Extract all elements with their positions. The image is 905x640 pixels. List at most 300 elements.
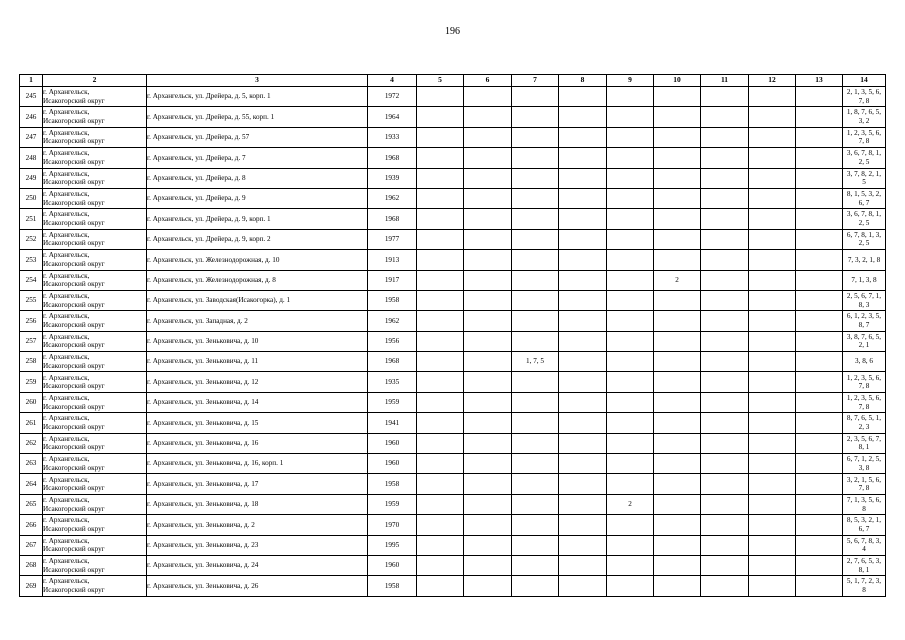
- column-10-cell: [654, 494, 701, 514]
- table-row: [20, 555, 886, 575]
- municipality-cell: [43, 392, 147, 412]
- address-cell: г. Архангельск, ул. Дрейера, д. 7: [147, 148, 368, 168]
- column-14-line-1: 3, 8, 7, 6, 5,: [846, 332, 882, 341]
- column-11-cell: [701, 474, 749, 494]
- address-cell: г. Архангельск, ул. Зеньковича, д. 12: [147, 372, 368, 392]
- column-14-line-2: 8: [862, 586, 866, 595]
- column-6-cell: [464, 331, 512, 351]
- table-body: [20, 87, 886, 597]
- column-10-cell: [654, 209, 701, 229]
- column-12-cell: [749, 290, 796, 310]
- column-11-cell: [701, 454, 749, 474]
- column-13-cell: [796, 290, 843, 310]
- column-5-cell: [417, 555, 464, 575]
- column-14-line-1: 3, 6, 7, 8, 1,: [846, 149, 882, 158]
- column-8-cell: [559, 107, 607, 127]
- municipality-cell: [43, 535, 147, 555]
- municipality-city: г. Архангельск,: [43, 577, 90, 586]
- column-6-cell: [464, 535, 512, 555]
- column-11-cell: [701, 433, 749, 453]
- column-9-cell: [607, 290, 654, 310]
- row-number-cell: 265: [20, 494, 43, 514]
- column-13-cell: [796, 352, 843, 372]
- table-row: [20, 209, 886, 229]
- column-6-cell: [464, 168, 512, 188]
- address-cell: г. Архангельск, ул. Железнодорожная, д. 10: [147, 250, 368, 270]
- municipality-cell: [43, 127, 147, 147]
- column-9-cell: [607, 127, 654, 147]
- municipality-cell: [43, 270, 147, 290]
- column-7-cell: [512, 229, 559, 249]
- column-header-10: 10: [654, 75, 701, 87]
- column-5-cell: [417, 127, 464, 147]
- row-number-cell: 267: [20, 535, 43, 555]
- column-8-cell: [559, 250, 607, 270]
- municipality-city: г. Архангельск,: [43, 271, 90, 280]
- column-7-cell: [512, 454, 559, 474]
- table-row: [20, 188, 886, 208]
- column-10-cell: [654, 127, 701, 147]
- municipality-city: г. Архангельск,: [43, 210, 90, 219]
- municipality-city: г. Архангельск,: [43, 312, 90, 321]
- column-10-cell: [654, 413, 701, 433]
- column-7-cell: [512, 87, 559, 107]
- year-cell: 1959: [368, 494, 417, 514]
- column-11-cell: [701, 107, 749, 127]
- column-10-cell: [654, 87, 701, 107]
- column-5-cell: [417, 474, 464, 494]
- year-cell: 1958: [368, 576, 417, 596]
- table-row: [20, 535, 886, 555]
- column-6-cell: [464, 290, 512, 310]
- municipality-district: Исакогорский округ: [43, 96, 105, 105]
- column-14-cell: [843, 290, 886, 310]
- column-14-line-2: 5: [862, 178, 866, 187]
- column-12-cell: [749, 372, 796, 392]
- municipality-district: Исакогорский округ: [43, 300, 105, 309]
- municipality-cell: [43, 290, 147, 310]
- row-number-cell: 248: [20, 148, 43, 168]
- column-14-line-1: 1, 2, 3, 5, 6,: [846, 373, 882, 382]
- column-14-cell: [843, 270, 886, 290]
- column-14-line-1: 6, 1, 2, 3, 5,: [846, 312, 882, 321]
- column-14-cell: [843, 494, 886, 514]
- column-7-cell: [512, 515, 559, 535]
- table-row: [20, 474, 886, 494]
- column-14-line-1: 1, 8, 7, 6, 5,: [846, 108, 882, 117]
- column-header-11: 11: [701, 75, 749, 87]
- column-6-cell: [464, 188, 512, 208]
- column-5-cell: [417, 290, 464, 310]
- column-14-line-2: 2, 1: [858, 341, 870, 350]
- year-cell: 1968: [368, 352, 417, 372]
- municipality-cell: [43, 331, 147, 351]
- column-14-cell: [843, 148, 886, 168]
- address-cell: г. Архангельск, ул. Зеньковича, д. 11: [147, 352, 368, 372]
- column-5-cell: [417, 229, 464, 249]
- column-7-cell: [512, 535, 559, 555]
- column-12-cell: [749, 494, 796, 514]
- column-7-cell: [512, 311, 559, 331]
- column-8-cell: [559, 270, 607, 290]
- row-number-cell: 246: [20, 107, 43, 127]
- column-10-cell: [654, 311, 701, 331]
- column-14-line-1: 3, 6, 7, 8, 1,: [846, 210, 882, 219]
- column-9-cell: [607, 87, 654, 107]
- column-header-1: 1: [20, 75, 43, 87]
- column-6-cell: [464, 87, 512, 107]
- municipality-city: г. Архангельск,: [43, 475, 90, 484]
- address-cell: г. Архангельск, ул. Зеньковича, д. 16, корп. 1: [147, 454, 368, 474]
- address-cell: г. Архангельск, ул. Железнодорожная, д. 8: [147, 270, 368, 290]
- column-12-cell: [749, 127, 796, 147]
- column-9-cell: [607, 229, 654, 249]
- table-row: [20, 168, 886, 188]
- municipality-cell: [43, 250, 147, 270]
- column-8-cell: [559, 209, 607, 229]
- column-5-cell: [417, 433, 464, 453]
- column-14-line-2: 7, 8: [858, 484, 870, 493]
- column-13-cell: [796, 454, 843, 474]
- column-9-cell: [607, 392, 654, 412]
- column-14-cell: [843, 250, 886, 270]
- municipality-district: Исакогорский округ: [43, 320, 105, 329]
- column-13-cell: [796, 372, 843, 392]
- column-13-cell: [796, 474, 843, 494]
- column-13-cell: [796, 127, 843, 147]
- municipality-city: г. Архангельск,: [43, 393, 90, 402]
- municipality-district: Исакогорский округ: [43, 422, 105, 431]
- column-12-cell: [749, 392, 796, 412]
- address-cell: г. Архангельск, ул. Дрейера, д. 5, корп. 1: [147, 87, 368, 107]
- municipality-district: Исакогорский округ: [43, 504, 105, 513]
- municipality-district: Исакогорский округ: [43, 565, 105, 574]
- municipality-cell: [43, 555, 147, 575]
- column-8-cell: [559, 576, 607, 596]
- address-cell: г. Архангельск, ул. Зеньковича, д. 14: [147, 392, 368, 412]
- table-row: [20, 331, 886, 351]
- column-12-cell: [749, 454, 796, 474]
- column-9-cell: [607, 454, 654, 474]
- column-10-cell: [654, 290, 701, 310]
- address-cell: г. Архангельск, ул. Зеньковича, д. 24: [147, 555, 368, 575]
- column-6-cell: [464, 107, 512, 127]
- municipality-city: г. Архангельск,: [43, 190, 90, 199]
- column-14-line-1: 2, 3, 5, 6, 7,: [846, 434, 882, 443]
- address-cell: г. Архангельск, ул. Дрейера, д. 57: [147, 127, 368, 147]
- municipality-cell: [43, 148, 147, 168]
- column-header-5: 5: [417, 75, 464, 87]
- municipality-district: Исакогорский округ: [43, 545, 105, 554]
- column-8-cell: [559, 148, 607, 168]
- column-6-cell: [464, 352, 512, 372]
- table-row: [20, 454, 886, 474]
- table-row: [20, 127, 886, 147]
- column-8-cell: [559, 87, 607, 107]
- column-11-cell: [701, 250, 749, 270]
- row-number-cell: 268: [20, 555, 43, 575]
- municipality-cell: [43, 494, 147, 514]
- column-header-13: 13: [796, 75, 843, 87]
- column-8-cell: [559, 311, 607, 331]
- column-14-line-2: 7, 8: [858, 96, 870, 105]
- column-14-cell: [843, 372, 886, 392]
- column-9-cell: [607, 413, 654, 433]
- column-10-cell: [654, 433, 701, 453]
- municipality-cell: [43, 474, 147, 494]
- column-9-cell: [607, 515, 654, 535]
- column-5-cell: [417, 209, 464, 229]
- column-11-cell: [701, 209, 749, 229]
- address-cell: г. Архангельск, ул. Зеньковича, д. 18: [147, 494, 368, 514]
- municipality-city: г. Архангельск,: [43, 373, 90, 382]
- column-5-cell: [417, 494, 464, 514]
- column-7-cell: [512, 474, 559, 494]
- column-9-cell: [607, 311, 654, 331]
- column-13-cell: [796, 229, 843, 249]
- column-12-cell: [749, 535, 796, 555]
- municipality-cell: [43, 209, 147, 229]
- column-header-6: 6: [464, 75, 512, 87]
- row-number-cell: 258: [20, 352, 43, 372]
- column-8-cell: [559, 127, 607, 147]
- address-cell: г. Архангельск, ул. Зеньковича, д. 10: [147, 331, 368, 351]
- municipality-district: Исакогорский округ: [43, 239, 105, 248]
- year-cell: 1977: [368, 229, 417, 249]
- column-5-cell: [417, 413, 464, 433]
- column-9-cell: [607, 372, 654, 392]
- column-header-4: 4: [368, 75, 417, 87]
- year-cell: 1968: [368, 148, 417, 168]
- address-cell: г. Архангельск, ул. Зеньковича, д. 17: [147, 474, 368, 494]
- column-13-cell: [796, 555, 843, 575]
- row-number-cell: 254: [20, 270, 43, 290]
- column-5-cell: [417, 372, 464, 392]
- column-14-cell: [843, 576, 886, 596]
- column-6-cell: [464, 474, 512, 494]
- column-13-cell: [796, 188, 843, 208]
- column-14-line-1: 8, 5, 3, 2, 1,: [846, 516, 882, 525]
- column-7-cell: [512, 250, 559, 270]
- column-14-line-2: 3, 8: [858, 463, 870, 472]
- column-13-cell: [796, 535, 843, 555]
- municipality-city: г. Архангельск,: [43, 88, 90, 97]
- column-13-cell: [796, 107, 843, 127]
- page-number: 196: [445, 26, 460, 37]
- row-number-cell: 247: [20, 127, 43, 147]
- column-14-cell: [843, 413, 886, 433]
- row-number-cell: 250: [20, 188, 43, 208]
- year-cell: 1995: [368, 535, 417, 555]
- column-6-cell: [464, 209, 512, 229]
- column-14-line-2: 7, 8: [858, 137, 870, 146]
- column-8-cell: [559, 433, 607, 453]
- column-9-cell: [607, 270, 654, 290]
- column-12-cell: [749, 168, 796, 188]
- column-10-cell: [654, 148, 701, 168]
- address-cell: г. Архангельск, ул. Заводская(Исакогорка), д. 1: [147, 290, 368, 310]
- year-cell: 1913: [368, 250, 417, 270]
- column-13-cell: [796, 87, 843, 107]
- data-table: [19, 74, 886, 597]
- municipality-city: г. Архангельск,: [43, 332, 90, 341]
- row-number-cell: 262: [20, 433, 43, 453]
- column-7-cell: [512, 127, 559, 147]
- column-14-line-1: 2, 5, 6, 7, 1,: [846, 292, 882, 300]
- column-8-cell: [559, 413, 607, 433]
- column-13-cell: [796, 209, 843, 229]
- row-number-cell: 245: [20, 87, 43, 107]
- column-6-cell: [464, 494, 512, 514]
- address-cell: г. Архангельск, ул. Зеньковича, д. 26: [147, 576, 368, 596]
- column-12-cell: [749, 148, 796, 168]
- column-12-cell: [749, 107, 796, 127]
- municipality-cell: [43, 107, 147, 127]
- column-11-cell: [701, 148, 749, 168]
- municipality-cell: [43, 433, 147, 453]
- column-6-cell: [464, 311, 512, 331]
- column-7-cell: [512, 372, 559, 392]
- column-14-line-2: 6, 7: [858, 198, 870, 207]
- column-7-cell: [512, 392, 559, 412]
- column-7-cell: [512, 270, 559, 290]
- column-11-cell: [701, 413, 749, 433]
- column-14-line-2: 3, 2: [858, 117, 870, 126]
- municipality-city: г. Архангельск,: [43, 536, 90, 545]
- column-14-line-1: 7, 1, 3, 8: [851, 275, 877, 284]
- table-row: [20, 576, 886, 596]
- year-cell: 1968: [368, 209, 417, 229]
- municipality-cell: [43, 168, 147, 188]
- column-8-cell: [559, 229, 607, 249]
- row-number-cell: 266: [20, 515, 43, 535]
- column-14-line-1: 1, 2, 3, 5, 6,: [846, 128, 882, 137]
- column-header-2: 2: [43, 75, 147, 87]
- column-9-cell: 2: [607, 494, 654, 514]
- column-5-cell: [417, 311, 464, 331]
- column-14-line-2: 8: [862, 504, 866, 513]
- column-14-cell: [843, 188, 886, 208]
- column-6-cell: [464, 555, 512, 575]
- year-cell: 1917: [368, 270, 417, 290]
- column-13-cell: [796, 148, 843, 168]
- year-cell: 1960: [368, 454, 417, 474]
- municipality-district: Исакогорский округ: [43, 137, 105, 146]
- column-14-cell: [843, 433, 886, 453]
- municipality-district: Исакогорский округ: [43, 443, 105, 452]
- column-10-cell: [654, 250, 701, 270]
- column-9-cell: [607, 331, 654, 351]
- column-14-line-2: 7, 8: [858, 382, 870, 391]
- municipality-city: г. Архангельск,: [43, 108, 90, 117]
- column-8-cell: [559, 352, 607, 372]
- municipality-district: Исакогорский округ: [43, 402, 105, 411]
- column-9-cell: [607, 168, 654, 188]
- column-7-cell: [512, 148, 559, 168]
- municipality-city: г. Архангельск,: [43, 230, 90, 239]
- column-10-cell: [654, 107, 701, 127]
- row-number-cell: 264: [20, 474, 43, 494]
- column-13-cell: [796, 270, 843, 290]
- table-row: [20, 352, 886, 372]
- municipality-district: Исакогорский округ: [43, 586, 105, 595]
- column-9-cell: [607, 576, 654, 596]
- table-row: [20, 494, 886, 514]
- municipality-cell: [43, 576, 147, 596]
- column-8-cell: [559, 494, 607, 514]
- row-number-cell: 260: [20, 392, 43, 412]
- column-12-cell: [749, 229, 796, 249]
- municipality-cell: [43, 352, 147, 372]
- column-14-line-1: 8, 7, 6, 5, 1,: [846, 414, 882, 423]
- column-14-cell: [843, 209, 886, 229]
- column-10-cell: 2: [654, 270, 701, 290]
- column-header-14: 14: [843, 75, 886, 87]
- column-6-cell: [464, 392, 512, 412]
- municipality-cell: [43, 229, 147, 249]
- column-14-cell: [843, 107, 886, 127]
- column-8-cell: [559, 290, 607, 310]
- column-14-line-2: 7, 8: [858, 402, 870, 411]
- column-12-cell: [749, 474, 796, 494]
- column-7-cell: [512, 290, 559, 310]
- table-row: [20, 433, 886, 453]
- column-8-cell: [559, 454, 607, 474]
- row-number-cell: 255: [20, 290, 43, 310]
- column-5-cell: [417, 576, 464, 596]
- column-9-cell: [607, 250, 654, 270]
- year-cell: 1956: [368, 331, 417, 351]
- column-8-cell: [559, 535, 607, 555]
- year-cell: 1933: [368, 127, 417, 147]
- year-cell: 1958: [368, 474, 417, 494]
- municipality-city: г. Архангельск,: [43, 516, 90, 525]
- column-8-cell: [559, 392, 607, 412]
- municipality-city: г. Архангельск,: [43, 128, 90, 137]
- municipality-city: г. Архангельск,: [43, 251, 90, 260]
- column-11-cell: [701, 392, 749, 412]
- column-14-cell: [843, 515, 886, 535]
- column-14-line-2: 4: [862, 545, 866, 554]
- column-14-cell: [843, 311, 886, 331]
- column-9-cell: [607, 433, 654, 453]
- row-number-cell: 259: [20, 372, 43, 392]
- column-14-line-2: 8, 1: [858, 565, 870, 574]
- column-7-cell: 1, 7, 5: [512, 352, 559, 372]
- row-number-cell: 261: [20, 413, 43, 433]
- municipality-district: Исакогорский округ: [43, 361, 105, 370]
- municipality-district: Исакогорский округ: [43, 463, 105, 472]
- column-6-cell: [464, 127, 512, 147]
- column-9-cell: [607, 107, 654, 127]
- column-12-cell: [749, 250, 796, 270]
- column-10-cell: [654, 576, 701, 596]
- table-row: [20, 372, 886, 392]
- municipality-city: г. Архангельск,: [43, 414, 90, 423]
- row-number-cell: 251: [20, 209, 43, 229]
- column-7-cell: [512, 555, 559, 575]
- row-number-cell: 252: [20, 229, 43, 249]
- column-14-line-1: 7, 1, 3, 5, 6,: [846, 495, 882, 504]
- municipality-cell: [43, 311, 147, 331]
- row-number-cell: 253: [20, 250, 43, 270]
- municipality-cell: [43, 515, 147, 535]
- column-7-cell: [512, 413, 559, 433]
- table-row: [20, 250, 886, 270]
- column-9-cell: [607, 555, 654, 575]
- column-7-cell: [512, 331, 559, 351]
- column-14-cell: [843, 127, 886, 147]
